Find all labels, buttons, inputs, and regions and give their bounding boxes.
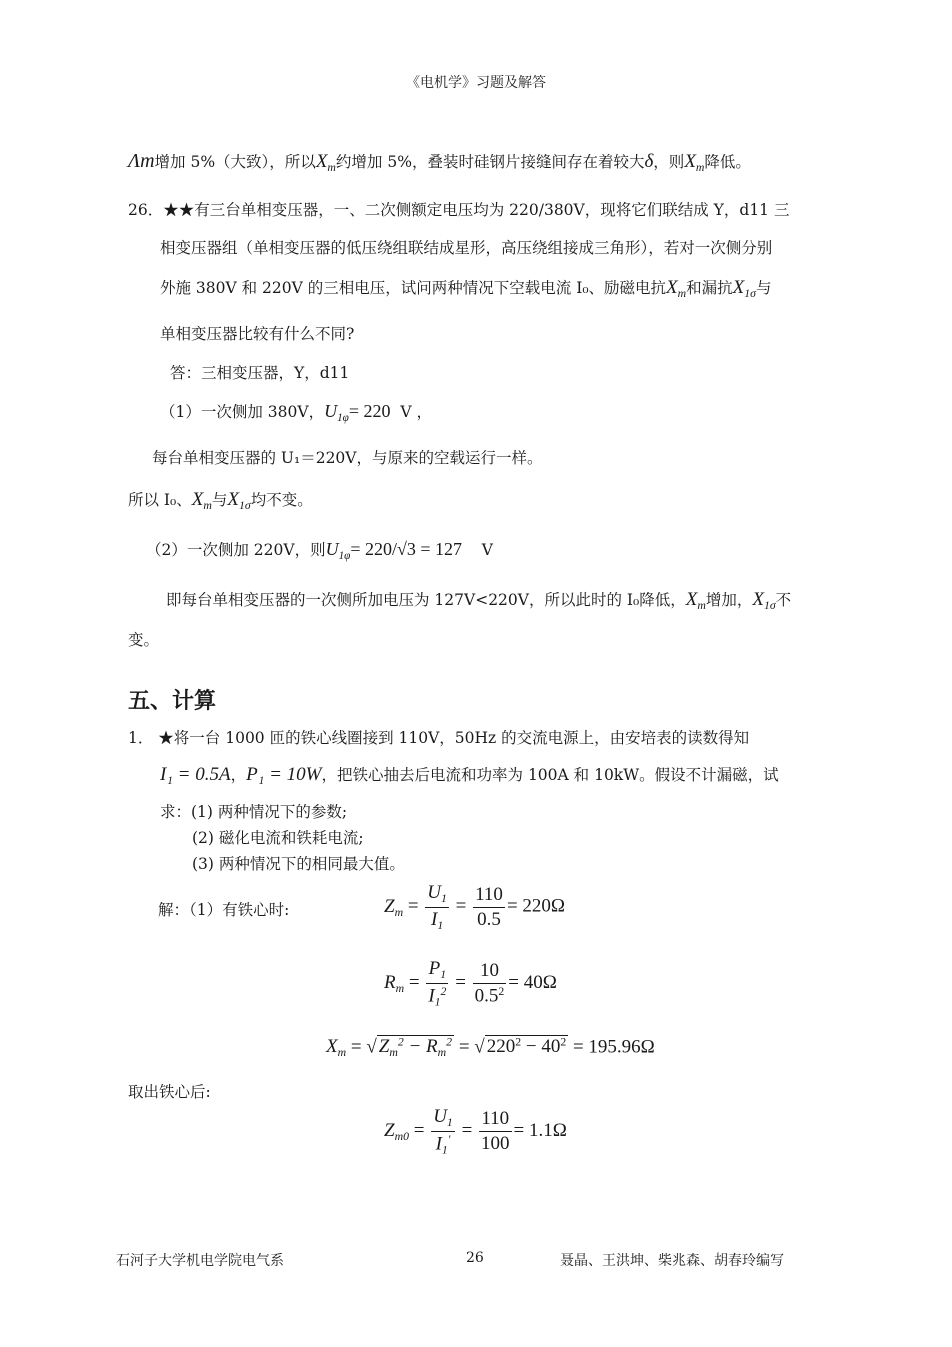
text-line — [128, 150, 751, 175]
solution-label: 解：（1）有铁心时: — [158, 901, 290, 919]
text-fragment: 即每台单相变压器的一次侧所加电压为 127V<220V，所以此时的 I₀降低， — [166, 591, 686, 609]
answer-line4 — [128, 488, 313, 513]
zm0-equation: $Z_{m0}$ = $\frac{U_1}{I_1'}$ = $\frac{110}{100}$ = 1.1Ω — [384, 1106, 567, 1157]
xm-symbol: $X_m$ — [191, 489, 212, 513]
answer-line5 — [146, 538, 493, 562]
footer-page-number: 26 — [466, 1250, 484, 1266]
section-heading: 五、计算 — [128, 689, 217, 714]
formula-value: = 220 — [348, 401, 391, 421]
text-fragment: 所以 I₀、 — [128, 491, 192, 509]
solution-label-2: 取出铁心后: — [128, 1083, 211, 1101]
text-fragment: ，则 — [653, 153, 685, 171]
footer-right: 聂晶、王洪坤、柴兆森、胡春玲编写 — [560, 1253, 784, 1269]
x1sigma-symbol: $X_{1\sigma}$ — [227, 489, 251, 513]
text-fragment: 外施 380V 和 220V 的三相电压，试问两种情况下空载电流 I₀、励磁电抗 — [160, 279, 667, 297]
text-fragment: 不 — [775, 591, 792, 609]
text-fragment: V — [481, 541, 493, 559]
x1sigma-symbol: $X_{1\sigma}$ — [732, 277, 756, 301]
lambda-m-symbol: Λm — [128, 150, 155, 172]
answer-line2 — [160, 400, 432, 424]
calc-1-line2 — [160, 763, 779, 786]
text-fragment: 和漏抗 — [686, 279, 733, 297]
x1sigma-symbol: $X_{1\sigma}$ — [752, 589, 776, 613]
page-header: 《电机学》习题及解答 — [406, 75, 546, 91]
question-26-line1: 26．★★有三台单相变压器，一、二次侧额定电压均为 220/380V，现将它们联结成 Y，d11 三 — [128, 201, 790, 219]
calc-1-req2: (2) 磁化电流和铁耗电流; — [192, 829, 364, 847]
delta-symbol: δ — [644, 151, 654, 172]
xm-symbol: $X_m$ — [315, 151, 336, 175]
answer-line1: 答：三相变压器，Y，d11 — [170, 364, 350, 382]
i1-formula: I₁ = 0.5A — [160, 764, 231, 785]
footer-left: 石河子大学机电学院电气系 — [116, 1253, 284, 1269]
text-fragment: 增加， — [705, 591, 753, 609]
xm-symbol: $X_m$ — [684, 151, 705, 175]
text-fragment: 与 — [211, 491, 228, 509]
text-fragment: ， — [230, 766, 247, 784]
calc-1-req3: (3) 两种情况下的相同最大值。 — [192, 855, 405, 873]
answer-line6 — [166, 588, 791, 613]
question-26-line2: 相变压器组（单相变压器的低压绕组联结成星形，高压绕组接成三角形），若对一次侧分别 — [160, 239, 773, 257]
u1phi-symbol: $U_{1\varphi}$ — [324, 401, 349, 424]
text-fragment: 与 — [755, 279, 772, 297]
p1-formula: P₁ = 10W — [246, 764, 322, 785]
calc-1-req1: 求：(1) 两种情况下的参数; — [160, 803, 348, 821]
formula-value: = 220/√3 = 127 — [350, 539, 463, 559]
u1phi-symbol: $U_{1\varphi}$ — [325, 539, 351, 562]
rm-equation: $R_m$ = $\frac{P_1}{I_1^2}$ = $\frac{10}{0.5^2}$ = 40Ω — [384, 958, 557, 1009]
text-fragment: V ， — [400, 403, 432, 421]
xm-symbol: $X_m$ — [685, 589, 706, 613]
text-fragment: （2）一次侧加 220V，则 — [146, 541, 326, 559]
text-fragment: 均不变。 — [250, 491, 313, 509]
question-26-line3 — [160, 276, 771, 301]
xm-symbol: $X_m$ — [666, 277, 687, 301]
zm-equation: $Z_m$ = $\frac{U_1}{I_1}$ = $\frac{110}{0.5}$ = 220Ω — [384, 882, 566, 932]
question-26-line4: 单相变压器比较有什么不同? — [160, 325, 355, 343]
xm-equation: $X_m$ = √ $Z_m^2 - R_m^2$ = √ $220^2 - 40^2 = 195.96\Omega$ — [326, 1036, 655, 1060]
text-fragment: （1）一次侧加 380V， — [160, 403, 325, 421]
answer-line7: 变。 — [128, 631, 160, 649]
text-fragment: 降低。 — [704, 153, 751, 171]
text-fragment: ，把铁心抽去后电流和功率为 100A 和 10kW。假设不计漏磁，试 — [321, 766, 779, 784]
text-fragment: 增加 5%（大致），所以 — [154, 153, 316, 171]
answer-line3: 每台单相变压器的 U₁＝220V，与原来的空载运行一样。 — [152, 449, 543, 467]
calc-1-line1: 1． ★将一台 1000 匝的铁心线圈接到 110V，50Hz 的交流电源上，由安培表的读数得知 — [128, 729, 750, 747]
text-fragment: 约增加 5%，叠装时硅钢片接缝间存在着较大 — [335, 153, 645, 171]
